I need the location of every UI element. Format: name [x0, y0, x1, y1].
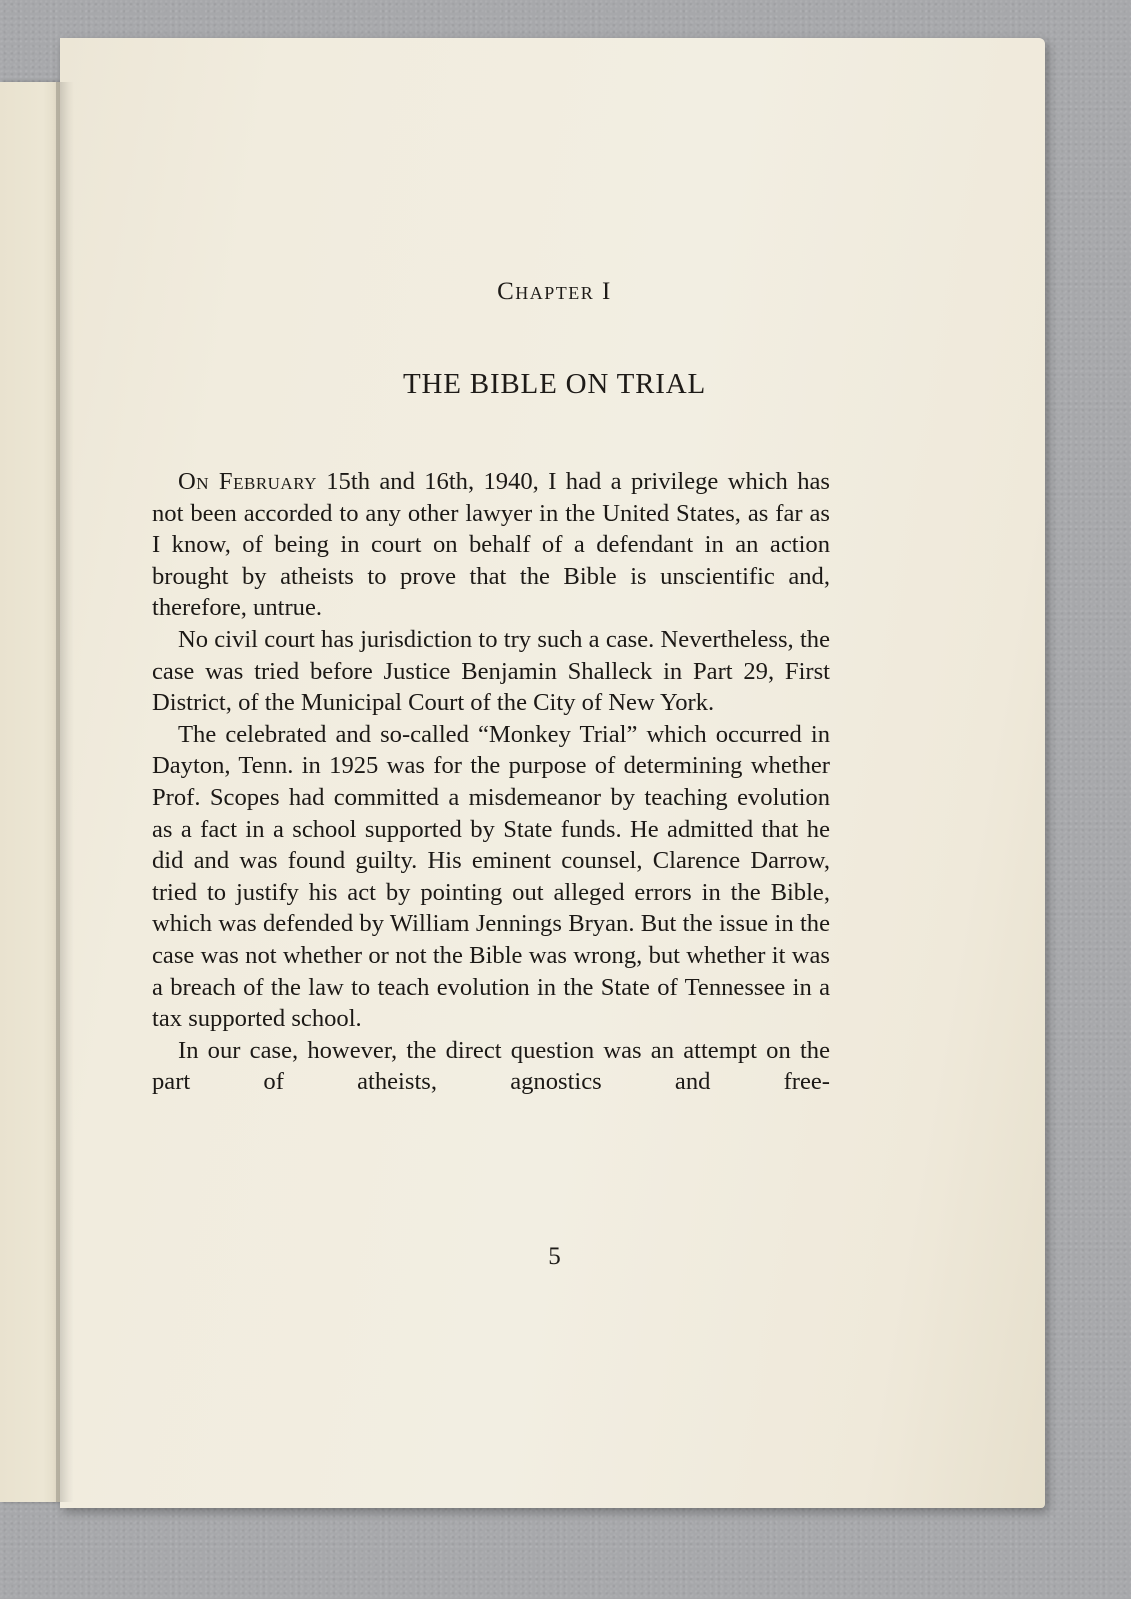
chapter-label: Chapter I: [497, 278, 612, 305]
book-page: [60, 38, 1045, 1508]
paragraph: No civil court has jurisdiction to try such a case. Nevertheless, the case was tried before Justice Benjamin Shalleck in Part 29, First District, of the Municipal Court of the City of New York.: [152, 625, 830, 717]
page-number: 5: [548, 1243, 561, 1270]
paragraph: The celebrated and so-called “Monkey Trial” which occurred in Dayton, Tenn. in 1925 was for the purpose of determining whether Prof. Scopes had committed a misdemeanor by teaching evolution as a fact in a school supported by State funds. He admitted that he did and was found guilty. His eminent counsel, Clarence Darrow, tried to justify his act by pointing out alleged errors in the Bible, which was defended by William Jennings Bryan. But the issue in the case was not whether or not the Bible was wrong, but whether it was a breach of the law to teach evolution in the State of Tennessee in a tax supported school.: [152, 720, 830, 1033]
chapter-title: THE BIBLE ON TRIAL: [402, 368, 707, 400]
paragraph: [152, 466, 830, 624]
spine-gutter: [56, 82, 74, 1502]
paragraph: In our case, however, the direct question was an attempt on the part of atheists, agnostics and free-: [152, 1036, 830, 1096]
paragraph-lead-in: On February: [178, 468, 317, 495]
paragraph-text: 15th and 16th, 1940, I had a privilege which has not been accorded to any other lawyer in the United States, as far as I know, of being in court on behalf of a defendant in an action brought by atheists to prove that the Bible is unscientific and, therefore, untrue.: [152, 468, 830, 622]
body-text: [152, 466, 830, 1098]
